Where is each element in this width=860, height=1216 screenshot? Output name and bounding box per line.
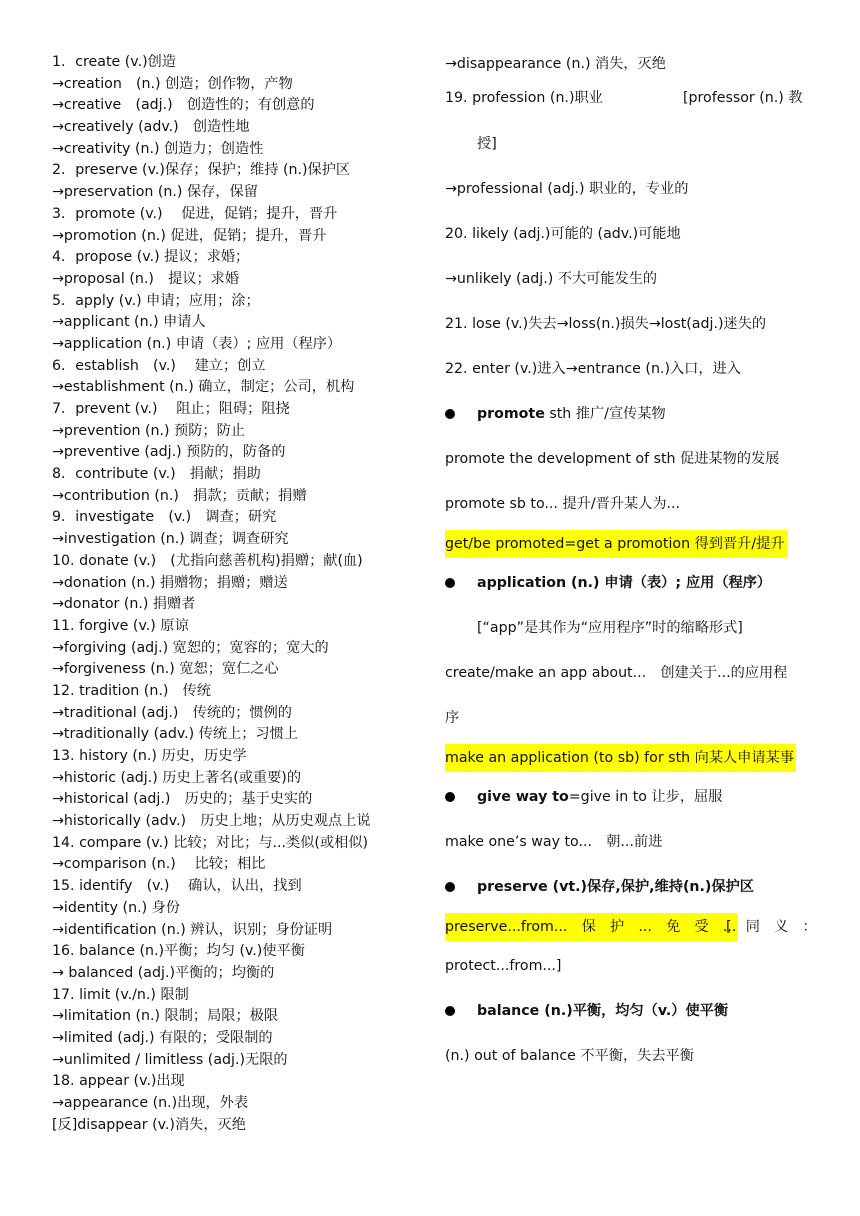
right-column: [445, 52, 817, 1067]
vocab-line: →traditionally (adv.) 传统上；习惯上: [52, 726, 298, 743]
vocab-line: 12. tradition (n.) 传统: [52, 682, 211, 699]
vocab-line: →appearance (n.)出现，外表: [52, 1095, 249, 1111]
vocab-line: →contribution (n.) 捐款；贡献；捐赠: [52, 487, 307, 504]
vocab-line: →forgiveness (n.) 宽恕；宽仁之心: [52, 661, 279, 678]
vocab-line: 14. compare (v.) 比较；对比；与...类似(或相似): [52, 834, 369, 851]
vocab-line: 15. identify (v.) 确认，认出，找到: [52, 878, 302, 895]
vocab-line: 7．prevent (v.) 阻止；阻碍；阻挠: [52, 401, 290, 417]
highlighted-line: [445, 527, 811, 561]
vocab-line: 18. appear (v.)出现: [52, 1073, 185, 1090]
highlighted-line: [445, 910, 817, 944]
vocab-line: →unlimited / limitless (adj.)无限的: [52, 1051, 288, 1068]
highlighted-line: [445, 741, 811, 775]
vocab-line: →limited (adj.) 有限的；受限制的: [52, 1029, 273, 1046]
vocab-line: 2．preserve (v.)保存；保护；维持 (n.)保护区: [52, 162, 351, 179]
text-line: protect...from...]: [445, 958, 562, 974]
bullet-icon: [445, 1006, 455, 1016]
text-line: →disappearance (n.) 消失，灭绝: [445, 56, 666, 72]
vocab-line: →creatively (adv.) 创造性地: [52, 119, 250, 136]
highlighted-text: make an application (to sb) for sth 向某人申请某事: [445, 744, 796, 772]
bullet-icon: [445, 792, 455, 802]
text-line: 20. likely (adj.)可能的 (adv.)可能地: [445, 226, 681, 242]
vocab-line: →forgiving (adj.) 宽恕的；宽容的；宽大的: [52, 639, 329, 656]
vocab-line: →donation (n.) 捐赠物；捐赠；赠送: [52, 574, 288, 591]
bullet-term: application (n.) 申请（表）; 应用（程序）: [477, 575, 772, 591]
bullet-icon: [445, 409, 455, 419]
text-line: (n.) out of balance 不平衡，失去平衡: [445, 1048, 694, 1064]
text-line: →unlikely (adj.) 不大可能发生的: [445, 271, 658, 287]
vocab-line: →limitation (n.) 限制；局限；极限: [52, 1008, 279, 1025]
vocab-line: →establishment (n.) 确立，制定；公司，机构: [52, 379, 355, 396]
bullet-text: =give in to 让步，屈服: [568, 789, 723, 805]
text-line: [“app”是其作为“应用程序”时的缩略形式]: [477, 620, 743, 636]
vocab-line: → balanced (adj.)平衡的；均衡的: [52, 964, 275, 981]
vocab-line: →historic (adj.) 历史上著名(或重要)的: [52, 769, 302, 786]
text-line: 序: [445, 710, 460, 726]
text-line: create/make an app about... 创建关于...的应用程: [445, 665, 788, 681]
vocab-line: 17. limit (v./n.) 限制: [52, 986, 189, 1003]
vocab-line: →donator (n.) 捐赠者: [52, 596, 196, 613]
bullet-item: [445, 403, 811, 425]
vocab-line: 9．investigate (v.) 调查；研究: [52, 509, 277, 526]
vocab-line: →preventive (adj.) 预防的，防备的: [52, 444, 286, 461]
text-line: promote the development of sth 促进某物的发展: [445, 451, 780, 467]
highlighted-text: get/be promoted=get a promotion 得到晋升/提升: [445, 530, 787, 558]
bullet-icon: [445, 882, 455, 892]
text-line: [445, 87, 811, 109]
vocab-line: 1．create (v.)创造: [52, 54, 177, 70]
vocab-line: →application (n.) 申请（表）; 应用（程序）: [52, 335, 342, 352]
text-segment: [ 同 义 ：: [726, 919, 817, 935]
vocab-line: →historical (adj.) 历史的；基于史实的: [52, 791, 313, 808]
vocab-line: →identity (n.) 身份: [52, 899, 180, 916]
bullet-term: give way to: [477, 789, 569, 805]
text-line: →professional (adj.) 职业的，专业的: [445, 181, 689, 197]
vocab-line: 6．establish (v.) 建立；创立: [52, 357, 266, 374]
bullet-text: sth 推广/宣传某物: [544, 406, 666, 422]
vocab-line: →comparison (n.) 比较；相比: [52, 856, 266, 873]
vocab-line: →investigation (n.) 调查；调查研究: [52, 531, 289, 548]
text-line: 授]: [477, 136, 497, 152]
bullet-item: [445, 786, 811, 808]
bullet-item: [445, 1000, 811, 1022]
vocab-line: 11. forgive (v.) 原谅: [52, 617, 189, 634]
bullet-term: balance (n.)平衡，均匀（v.）使平衡: [477, 1003, 729, 1019]
bullet-term: promote: [477, 406, 545, 422]
bullet-item: [445, 572, 811, 594]
vocab-line: 10. donate (v.) (尤指向慈善机构)捐赠；献(血): [52, 552, 363, 569]
vocab-line: →creative (adj.) 创造性的；有创意的: [52, 97, 315, 114]
text-line: 22. enter (v.)进入→entrance (n.)入口，进入: [445, 361, 741, 377]
vocab-line: →applicant (n.) 申请人: [52, 314, 206, 331]
text-line: 21. lose (v.)失去→loss(n.)损失→lost(adj.)迷失的: [445, 316, 767, 332]
vocab-line: →proposal (n.) 提议；求婚: [52, 270, 240, 287]
bullet-term: preserve (vt.)保存,保护,维持(n.)保护区: [477, 879, 754, 895]
vocab-line: 16. balance (n.)平衡；均匀 (v.)使平衡: [52, 943, 305, 960]
bullet-item: [445, 876, 811, 898]
vocab-line: 13. history (n.) 历史，历史学: [52, 748, 247, 764]
vocab-line: 4．propose (v.) 提议；求婚；: [52, 249, 250, 266]
vocab-line: →creativity (n.) 创造力；创造性: [52, 140, 264, 157]
vocab-line: →promotion (n.) 促进，促销；提升，晋升: [52, 227, 327, 244]
vocab-line: 8．contribute (v.) 捐献；捐助: [52, 466, 261, 483]
vocab-line: 3．promote (v.) 促进，促销；提升，晋升: [52, 205, 338, 222]
left-column: [52, 52, 402, 1136]
vocab-line: →creation (n.) 创造；创作物，产物: [52, 75, 293, 92]
text-line: promote sb to... 提升/晋升某人为...: [445, 496, 681, 512]
vocab-line: →historically (adv.) 历史上地；从历史观点上说: [52, 813, 371, 830]
vocab-line: →identification (n.) 辨认，识别；身份证明: [52, 921, 333, 938]
text-line: make one’s way to... 朝...前进: [445, 834, 663, 850]
vocab-line: →preservation (n.) 保存，保留: [52, 184, 258, 201]
text-segment: 19. profession (n.)职业: [445, 90, 603, 106]
vocab-line: →traditional (adj.) 传统的；惯例的: [52, 704, 292, 721]
vocab-line: →prevention (n.) 预防；防止: [52, 422, 245, 439]
bullet-icon: [445, 578, 455, 588]
text-segment: [professor (n.) 教: [683, 90, 803, 106]
vocab-line: [反]disappear (v.)消失，灭绝: [52, 1116, 246, 1133]
vocab-line: 5．apply (v.) 申请；应用；涂；: [52, 292, 260, 309]
highlighted-text: preserve...from... 保 护 ... 免 受 ...: [445, 913, 738, 941]
